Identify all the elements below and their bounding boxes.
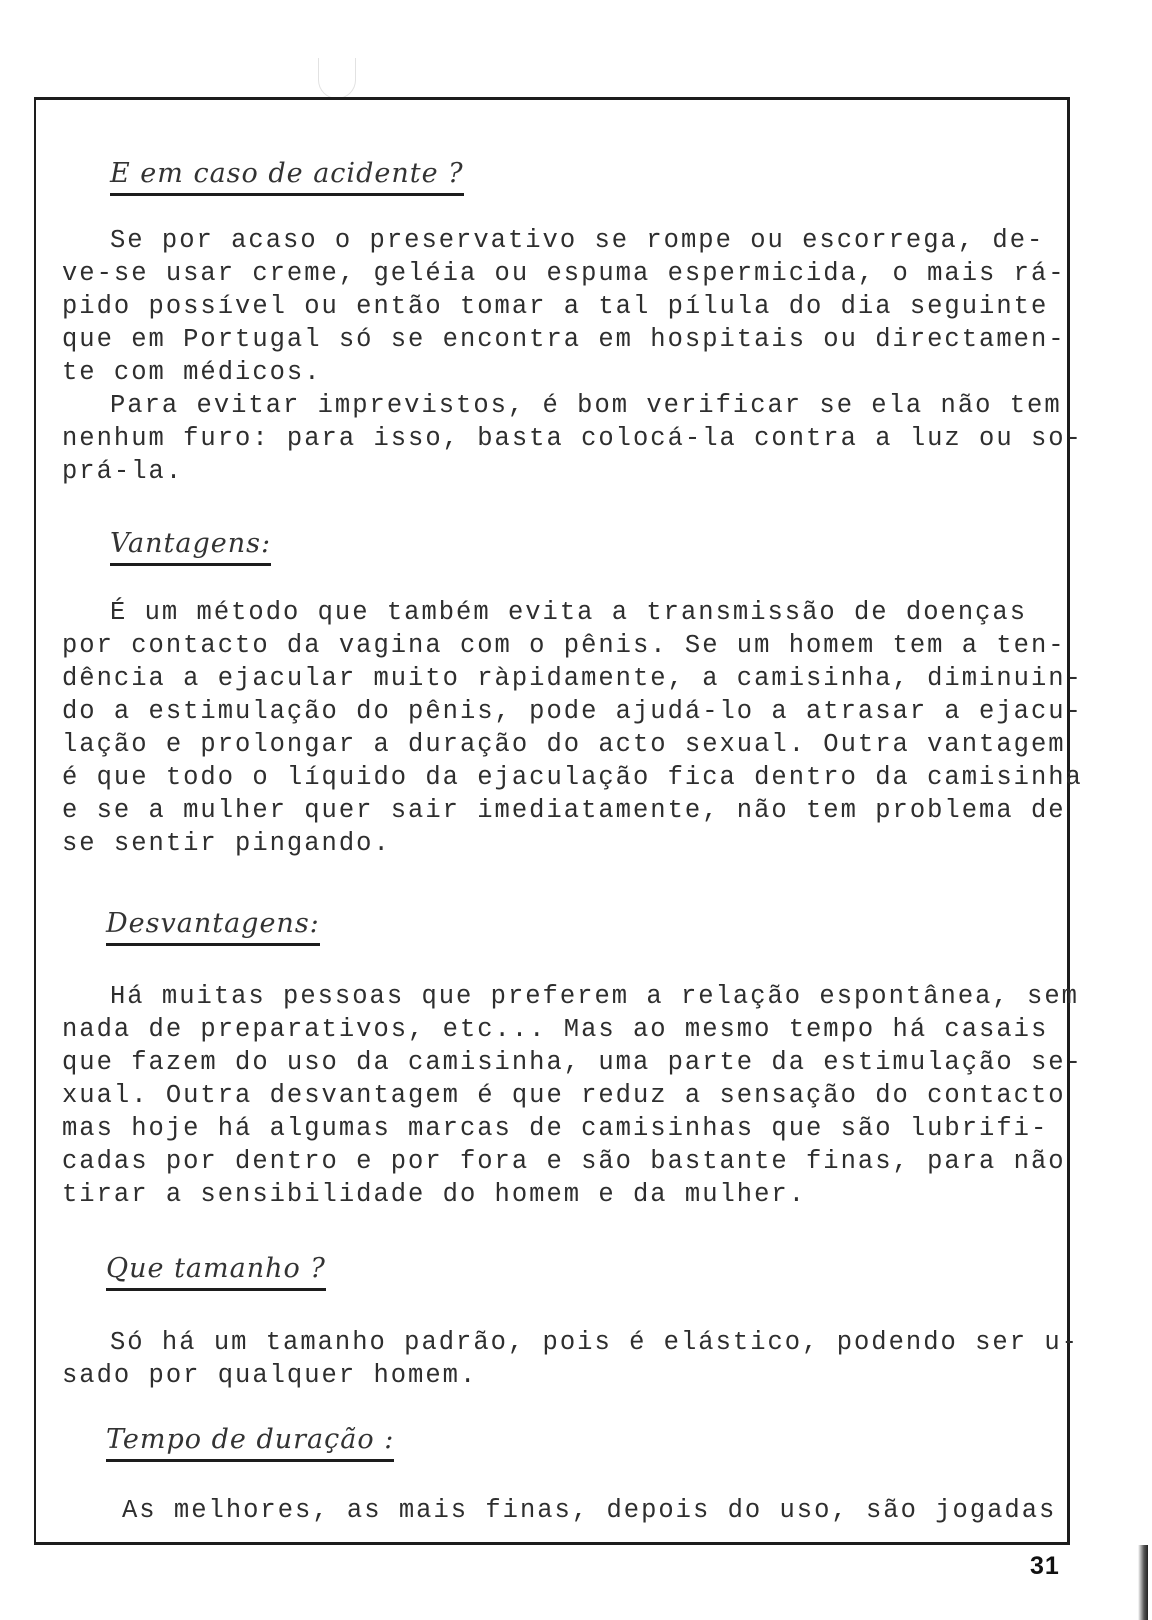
section-heading-tamanho: Que tamanho ? bbox=[106, 1255, 326, 1291]
text-line: Se por acaso o preservativo se rompe ou escorrega, de- bbox=[110, 226, 1045, 255]
text-line: Há muitas pessoas que preferem a relação espontânea, sem bbox=[110, 982, 1079, 1011]
text-line: tirar a sensibilidade do homem e da mulher. bbox=[62, 1180, 807, 1209]
section-heading-vantagens: Vantagens: bbox=[110, 530, 271, 566]
page-number: 31 bbox=[1030, 1552, 1060, 1580]
section-body-vantagens bbox=[62, 596, 1083, 860]
section-body-desvantagens bbox=[62, 980, 1083, 1211]
text-line: do a estimulação do pênis, pode ajudá-lo a atrasar a ejacu- bbox=[62, 697, 1083, 726]
text-line: Só há um tamanho padrão, pois é elástico, podendo ser u- bbox=[110, 1328, 1079, 1357]
section-body-tamanho bbox=[62, 1326, 1079, 1392]
text-line: se sentir pingando. bbox=[62, 829, 391, 858]
section-heading-acidente: E em caso de acidente ? bbox=[110, 160, 464, 196]
text-line: É um método que também evita a transmissão de doenças bbox=[110, 598, 1028, 627]
text-line: cadas por dentro e por fora e são bastante finas, para não bbox=[62, 1147, 1066, 1176]
text-line: Para evitar imprevistos, é bom verificar se ela não tem bbox=[110, 391, 1062, 420]
text-line: sado por qualquer homem. bbox=[62, 1361, 478, 1390]
text-line: xual. Outra desvantagem é que reduz a sensação do contacto bbox=[62, 1081, 1066, 1110]
text-line: é que todo o líquido da ejaculação fica dentro da camisinha bbox=[62, 763, 1083, 792]
text-line: mas hoje há algumas marcas de camisinhas que são lubrifi- bbox=[62, 1114, 1049, 1143]
text-line: que fazem do uso da camisinha, uma parte da estimulação se- bbox=[62, 1048, 1083, 1077]
section-heading-duracao: Tempo de duração : bbox=[106, 1426, 394, 1462]
text-line: prá-la. bbox=[62, 457, 184, 486]
text-line: que em Portugal só se encontra em hospitais ou directamen- bbox=[62, 325, 1066, 354]
text-line: nenhum furo: para isso, basta colocá-la contra a luz ou so- bbox=[62, 424, 1083, 453]
section-body-duracao bbox=[62, 1494, 1062, 1527]
text-line: e se a mulher quer sair imediatamente, não tem problema de bbox=[62, 796, 1066, 825]
text-line: dência a ejacular muito ràpidamente, a camisinha, diminuin- bbox=[62, 664, 1083, 693]
text-line: As melhores, as mais finas, depois do uso, são jogadas bbox=[122, 1496, 1057, 1525]
text-line: lação e prolongar a duração do acto sexual. Outra vantagem bbox=[62, 730, 1066, 759]
section-heading-desvantagens: Desvantagens: bbox=[106, 910, 320, 946]
text-line: nada de preparativos, etc... Mas ao mesmo tempo há casais bbox=[62, 1015, 1049, 1044]
scan-edge-artifact bbox=[1138, 1545, 1148, 1620]
scan-artifact bbox=[318, 58, 356, 99]
text-line: por contacto da vagina com o pênis. Se um homem tem a ten- bbox=[62, 631, 1066, 660]
text-line: ve-se usar creme, geléia ou espuma espermicida, o mais rá- bbox=[62, 259, 1066, 288]
text-line: te com médicos. bbox=[62, 358, 322, 387]
text-line: pido possível ou então tomar a tal pílula do dia seguinte bbox=[62, 292, 1049, 321]
section-body-acidente bbox=[62, 224, 1083, 488]
